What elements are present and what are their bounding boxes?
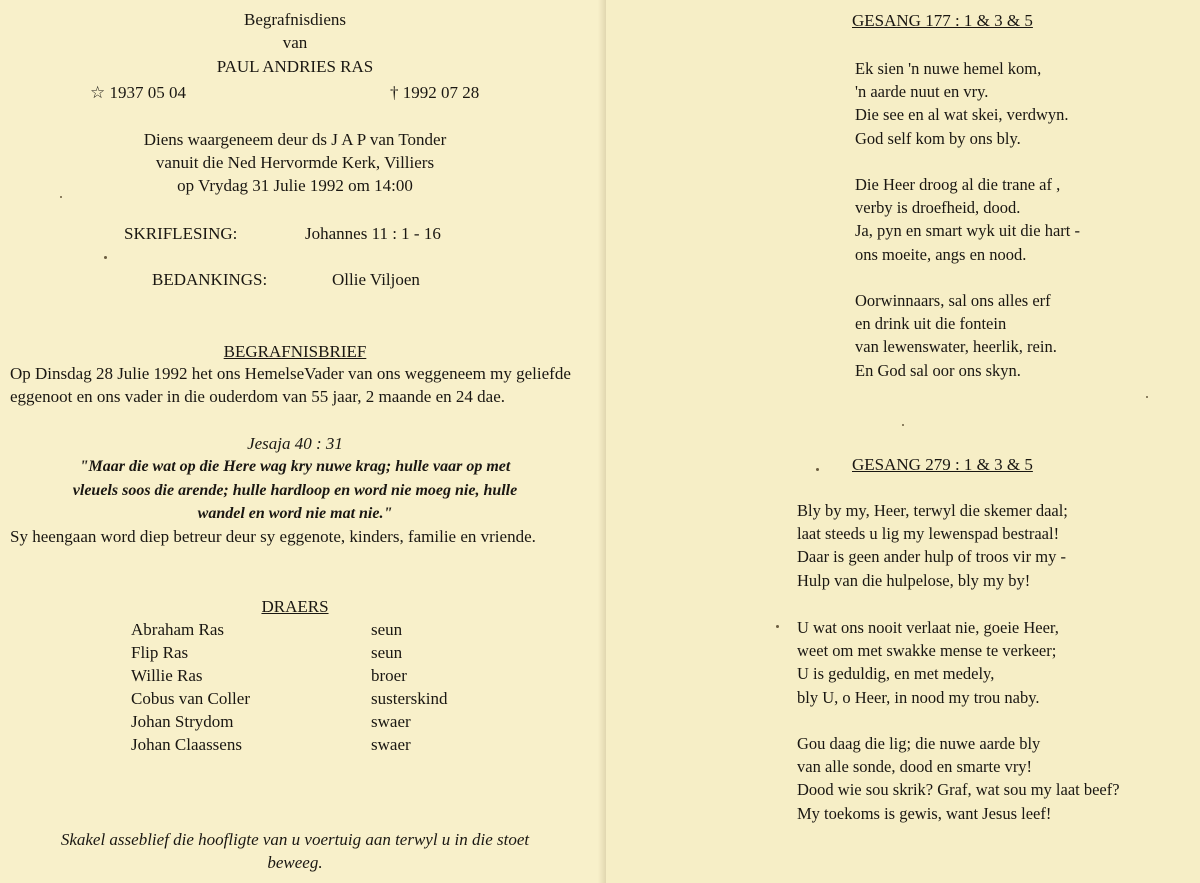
verse-line-2: vleuels soos die arende; hulle hardloop en word nie moeg nie, hulle <box>72 482 518 499</box>
deceased-name: PAUL ANDRIES RAS <box>216 57 374 76</box>
letter-paragraph-1: Op Dinsdag 28 Julie 1992 het ons HemelseVader van ons weggeneem my geliefde eggenoot en ons vader in die ouderdom van 55 jaar, 2 maande en 24 dae. <box>10 364 571 407</box>
death-date-value: 1992 07 28 <box>402 83 480 102</box>
hymn1-stanza-1 <box>855 57 1069 150</box>
thanks-value: Ollie Viljoen <box>332 270 420 289</box>
bearer-name: Flip Ras <box>131 643 189 662</box>
thanks-label: BEDANKINGS: <box>152 270 268 289</box>
verse-line: en drink uit die fontein <box>855 314 1007 334</box>
reading-value: Johannes 11 : 1 - 16 <box>305 224 441 243</box>
verse-line: God self kom by ons bly. <box>855 128 1021 148</box>
verse-line: van alle sonde, dood en smarte vry! <box>797 757 1033 777</box>
verse-line: Daar is geen ander hulp of troos vir my - <box>797 547 1066 567</box>
reading-label: SKRIFLESING: <box>124 224 238 243</box>
bearer-relation: seun <box>371 643 403 662</box>
footer-line-2: beweeg. <box>267 853 323 872</box>
paper-speck <box>104 256 107 259</box>
bearer-relation: broer <box>371 666 407 685</box>
cross-icon: † <box>390 83 399 102</box>
bearer-name: Johan Claassens <box>131 735 242 754</box>
bearer-name: Willie Ras <box>131 666 203 685</box>
bearer-name: Abraham Ras <box>131 620 225 639</box>
footer-line-1: Skakel asseblief die hoofligte van u voertuig aan terwyl u in die stoet <box>60 830 530 849</box>
bearer-name: Cobus van Coller <box>131 689 250 708</box>
verse-line: 'n aarde nuut en vry. <box>855 82 989 102</box>
verse-line: U wat ons nooit verlaat nie, goeie Heer, <box>797 618 1059 637</box>
verse-line: laat steeds u lig my lewenspad bestraal! <box>797 524 1060 544</box>
star-icon: ☆ <box>90 83 106 102</box>
verse-line: verby is droefheid, dood. <box>855 198 1021 218</box>
letter-paragraph-2: Sy heengaan word diep betreur deur sy eggenote, kinders, familie en vriende. <box>10 527 536 546</box>
verse-line: weet om met swakke mense te verkeer; <box>797 641 1057 661</box>
death-date <box>390 81 479 104</box>
bearer-relation: susterskind <box>371 689 448 708</box>
bearer-relation: seun <box>371 620 403 639</box>
paper-speck <box>60 196 62 198</box>
verse-line: Hulp van die hulpelose, bly my by! <box>797 570 1031 590</box>
hymn2-stanza-1 <box>797 499 1068 592</box>
verse-line-1: "Maar die wat op die Here wag kry nuwe krag; hulle vaar op met <box>79 458 511 475</box>
service-heading: Begrafnisdiens <box>244 10 346 29</box>
verse-line: ons moeite, angs en nood. <box>855 244 1027 264</box>
verse-line: Gou daag die lig; die nuwe aarde bly <box>797 734 1041 753</box>
hymn1-title: GESANG 177 : 1 & 3 & 5 <box>852 11 1033 30</box>
letter-heading: BEGRAFNISBRIEF <box>223 342 367 361</box>
van-label: van <box>282 33 308 52</box>
verse-line: Dood wie sou skrik? Graf, wat sou my laat beef? <box>797 780 1120 800</box>
bearer-relation: swaer <box>371 712 411 731</box>
hymn1-stanza-3 <box>855 289 1057 382</box>
verse-line: Bly by my, Heer, terwyl die skemer daal; <box>797 501 1068 520</box>
verse-reference: Jesaja 40 : 31 <box>247 434 343 453</box>
hymn2-title: GESANG 279 : 1 & 3 & 5 <box>852 455 1033 474</box>
paper-speck <box>1146 396 1148 398</box>
bearers-heading: DRAERS <box>261 597 329 616</box>
verse-line: Die Heer droog al die trane af , <box>855 175 1061 194</box>
verse-line: My toekoms is gewis, want Jesus leef! <box>797 803 1052 823</box>
service-line-2: vanuit die Ned Hervormde Kerk, Villiers <box>155 153 435 172</box>
right-page <box>606 0 1200 883</box>
paper-speck <box>816 468 819 471</box>
birth-date-value: 1937 05 04 <box>109 83 186 102</box>
verse-line: Oorwinnaars, sal ons alles erf <box>855 291 1051 310</box>
hymn2-stanza-3 <box>797 732 1120 825</box>
service-line-1: Diens waargeneem deur ds J A P van Tonder <box>143 130 447 149</box>
bearer-relation: swaer <box>371 735 411 754</box>
bearer-name: Johan Strydom <box>131 712 234 731</box>
verse-line: Ek sien 'n nuwe hemel kom, <box>855 59 1042 78</box>
verse-line-3: wandel en word nie mat nie." <box>197 505 393 522</box>
verse-line: En God sal oor ons skyn. <box>855 360 1021 380</box>
verse-line: U is geduldig, en met medely, <box>797 664 995 684</box>
paper-speck <box>776 625 779 628</box>
service-line-3: op Vrydag 31 Julie 1992 om 14:00 <box>177 176 413 195</box>
verse-line: Ja, pyn en smart wyk uit die hart - <box>855 221 1080 241</box>
hymn2-stanza-2 <box>797 616 1059 709</box>
birth-date <box>90 81 186 104</box>
hymn1-stanza-2 <box>855 173 1080 266</box>
verse-line: Die see en al wat skei, verdwyn. <box>855 105 1069 125</box>
paper-speck <box>902 424 904 426</box>
verse-line: van lewenswater, heerlik, rein. <box>855 337 1057 357</box>
verse-line: bly U, o Heer, in nood my trou naby. <box>797 687 1040 707</box>
